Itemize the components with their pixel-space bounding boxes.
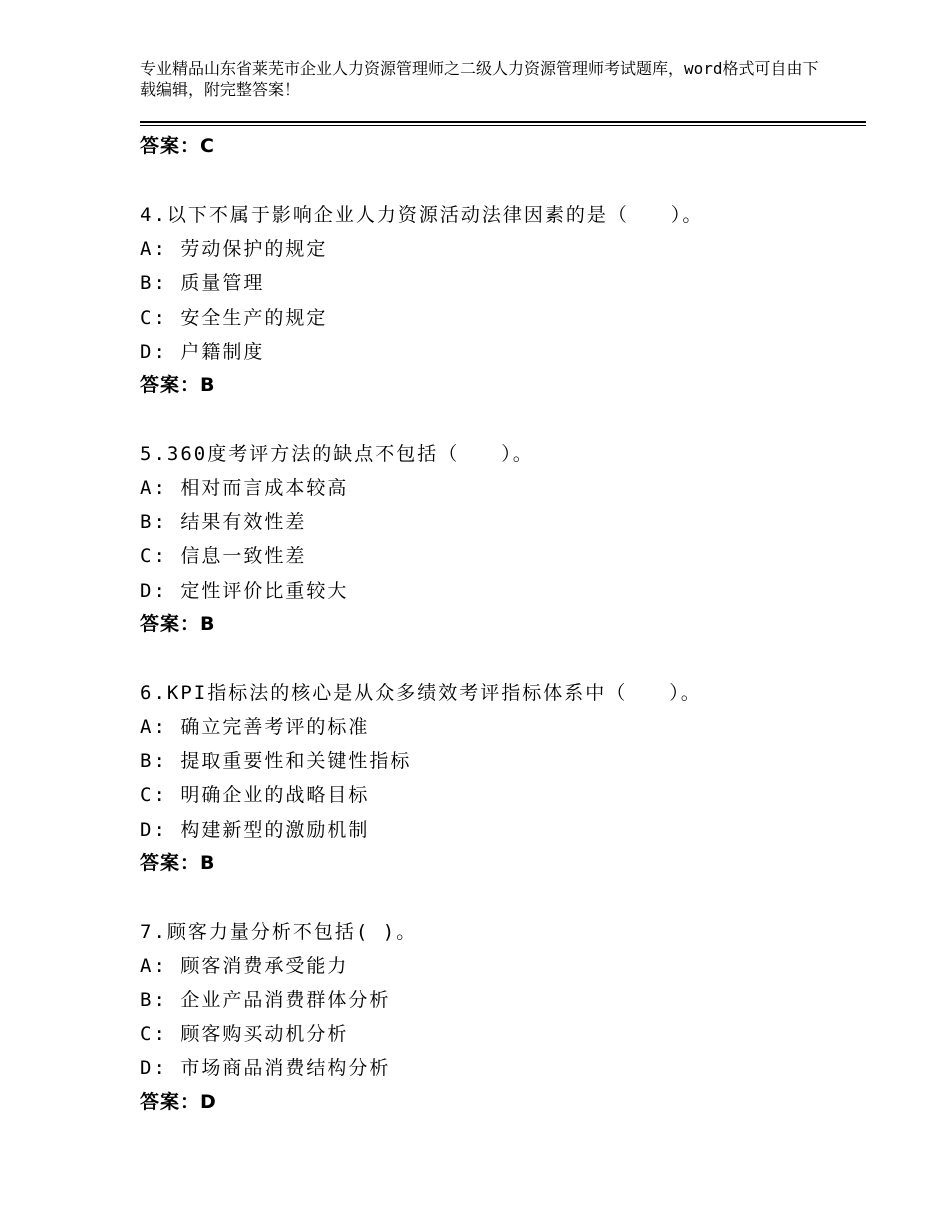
header-rule-thick — [140, 121, 866, 123]
question-stem: 7.顾客力量分析不包括( )。 — [140, 921, 418, 943]
document-header: 专业精品山东省莱芜市企业人力资源管理师之二级人力资源管理师考试题库，word格式可自由下载编辑，附完整答案！ — [140, 59, 819, 99]
answer-label: 答案：D — [140, 1091, 217, 1113]
answer-label: 答案：B — [140, 852, 216, 874]
header-rule-thin — [140, 125, 866, 126]
option-d: D: 户籍制度 — [140, 341, 265, 363]
option-b: B: 企业产品消费群体分析 — [140, 989, 391, 1011]
option-a: A: 相对而言成本较高 — [140, 477, 349, 499]
option-c: C: 安全生产的规定 — [140, 307, 328, 329]
question-stem: 4.以下不属于影响企业人力资源活动法律因素的是（ ）。 — [140, 204, 704, 226]
option-c: C: 信息一致性差 — [140, 545, 307, 567]
option-a: A: 顾客消费承受能力 — [140, 955, 349, 977]
option-c: C: 顾客购买动机分析 — [140, 1023, 349, 1045]
option-a: A: 确立完善考评的标准 — [140, 716, 370, 738]
option-b: B: 提取重要性和关键性指标 — [140, 750, 412, 772]
answer-label: 答案：B — [140, 374, 216, 396]
option-d: D: 构建新型的激励机制 — [140, 819, 370, 841]
option-c: C: 明确企业的战略目标 — [140, 784, 370, 806]
option-d: D: 定性评价比重较大 — [140, 580, 349, 602]
option-b: B: 结果有效性差 — [140, 511, 307, 533]
question-stem: 6.KPI指标法的核心是从众多绩效考评指标体系中（ ）。 — [140, 682, 702, 704]
question-stem: 5.360度考评方法的缺点不包括（ ）。 — [140, 443, 534, 465]
option-b: B: 质量管理 — [140, 272, 265, 294]
answer-label: 答案：C — [140, 135, 215, 157]
answer-label: 答案：B — [140, 613, 216, 635]
option-a: A: 劳动保护的规定 — [140, 238, 328, 260]
option-d: D: 市场商品消费结构分析 — [140, 1057, 391, 1079]
